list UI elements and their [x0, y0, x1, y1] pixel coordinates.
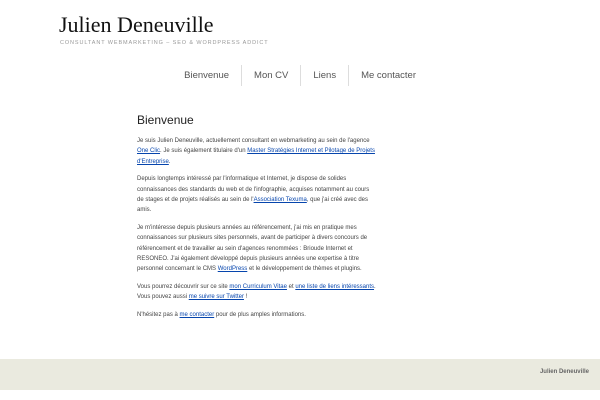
- main-nav: [172, 65, 428, 86]
- association-texuma-link[interactable]: Association Texuma: [253, 197, 307, 204]
- site-title[interactable]: Julien Deneuville: [59, 12, 214, 37]
- p2-text-1: Depuis longtemps intéressé par l'informatique et Internet, je dispose de solides connaissances des standards du web et de l'infographie, acquises notamment au cours de stages et de projets réalisés au sein de l': [137, 176, 370, 204]
- page-title: Bienvenue: [137, 113, 194, 127]
- one-clic-link[interactable]: One Clic: [137, 148, 161, 155]
- twitter-link[interactable]: me suivre sur Twitter: [188, 294, 244, 301]
- p5-text-2: pour de plus amples informations.: [214, 311, 306, 318]
- seo-paragraph: [137, 223, 377, 275]
- p4-text-4: !: [243, 294, 248, 301]
- nav-item-mon-cv[interactable]: Mon CV: [241, 65, 300, 86]
- nav-item-liens[interactable]: Liens: [300, 65, 348, 86]
- discover-paragraph: [137, 282, 377, 303]
- master-link[interactable]: Master Stratégies Internet et Pilotage de Projets d'Entreprise: [137, 148, 375, 165]
- contact-link[interactable]: me contacter: [179, 311, 215, 318]
- links-list-link[interactable]: une liste de liens intéressants: [295, 283, 375, 290]
- site-footer: [0, 359, 600, 390]
- p4-text-2: et: [286, 283, 296, 290]
- p5-text-1: N'hésitez pas à: [137, 311, 180, 318]
- wordpress-link[interactable]: WordPress: [217, 266, 248, 273]
- nav-item-me-contacter[interactable]: Me contacter: [348, 65, 428, 86]
- p1-text-2: . Je suis également titulaire d'un: [160, 148, 248, 155]
- intro-paragraph: [137, 136, 377, 167]
- p4-text-3: . Vous pouvez aussi: [137, 283, 376, 301]
- main-content: [137, 113, 377, 327]
- p1-text-3: .: [168, 158, 171, 165]
- p2-text-2: , que j'ai créé avec des amis.: [137, 197, 368, 214]
- footer-credit: Julien Deneuville: [539, 369, 589, 375]
- nav-item-bienvenue[interactable]: Bienvenue: [184, 70, 230, 81]
- curriculum-vitae-link[interactable]: mon Curriculum Vitae: [229, 283, 287, 290]
- site-tagline: CONSULTANT WEBMARKETING – SEO & WORDPRESS ADDICT: [60, 40, 269, 46]
- p3-text-1: Je m'intéresse depuis plusieurs années au référencement, j'ai mis en pratique mes connaissances sur plusieurs sites personnels, avant de participer à divers concours de référencement et de travailler au sein d'agences renommées : Brioude Internet et RESONEO. J'ai également développé depuis plusieurs années une expertise à titre personnel concernant le CMS: [137, 224, 368, 273]
- contact-paragraph: [137, 310, 377, 320]
- p3-text-2: et le développement de thèmes et plugins.: [247, 266, 362, 273]
- p4-text-1: Vous pourrez découvrir sur ce site: [137, 283, 230, 290]
- p1-text-1: Je suis Julien Deneuville, actuellement consultant en webmarketing au sein de l'agence: [137, 138, 370, 144]
- background-paragraph: [137, 174, 377, 216]
